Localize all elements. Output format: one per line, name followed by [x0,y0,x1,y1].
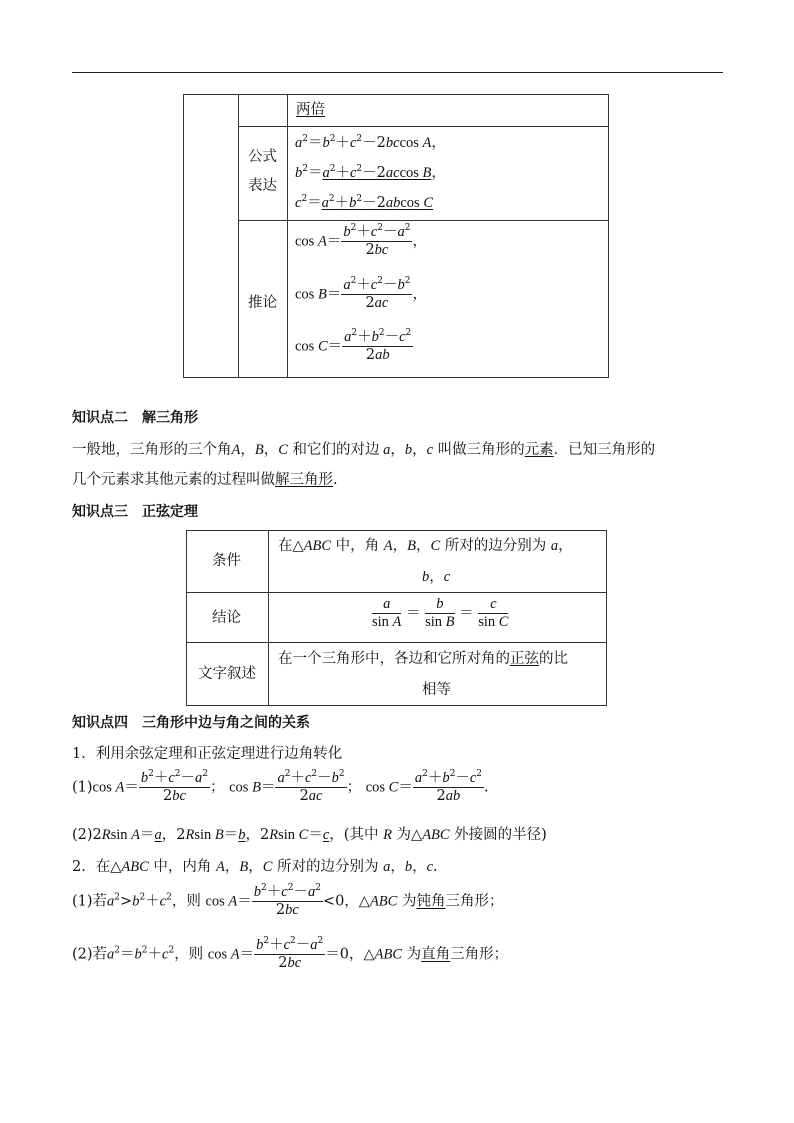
statement-label: 文字叙述 [198,666,256,682]
section2-para-line2: 几个元素求其他元素的过程叫做解三角形. [72,472,338,488]
formula-b: $b^2=a^2+c^2-2accos$ B， [295,164,446,181]
section2-para-line1: 一般地，三角形的三个角A，B，C 和它们的对边 a，b，c 叫做三角形的元素．已知三角形的 [72,442,656,458]
condition-label: 条件 [212,553,241,569]
section4-item2: 2．在△ABC 中，内角 A，B，C 所对的边分别为 a，b，c. [72,859,438,875]
corollary-cos-c: cos C＝ $\frac{a^2+b^2-c^2}{2ab}$ [295,328,412,363]
statement-text-a: 在一个三角形中，各边和它所对角的正弦的比 [278,651,568,667]
corollary-cos-a: cos A＝ $\frac{b^2+c^2-a^2}{2bc}$ ， [295,223,427,258]
sine-law-formula: $\frac{a}{\text{sin A}}$ ＝ $\frac{b}{\text{sin B}}$ ＝ $\frac{c}{\text{sin C}}$ [372,596,509,630]
section3-heading: 知识点三 正弦定理 [72,504,198,520]
term-sine: 正弦 [510,651,539,667]
formula-label-2: 表达 [248,178,277,194]
section4-item1-1: (1)cos A＝ $\frac{b^2+c^2-a^2}{2bc}$ ； cos B＝ $\frac{a^2+c^2-b^2}{2ac}$ ； cos C＝ $\frac{a^2+b^2-c^2}{2ab}$ . [72,769,489,804]
section4-item1: 1．利用余弦定理和正弦定理进行边角转化 [72,746,343,762]
corollary-cos-b: cos B＝ $\frac{a^2+c^2-b^2}{2ac}$ ， [295,276,427,311]
formula-c: $c^2=a^2+b^2-2abcos$ C [295,194,434,211]
section4-heading: 知识点四 三角形中边与角之间的关系 [72,715,310,731]
row0-text: 两倍 [296,102,325,118]
corollary-label: 推论 [248,295,277,311]
section4-item2-1: (1)若$a^2>b^2+c^2$，则 cos A＝ $\frac{b^2+c^2-a^2}{2bc}$ <0，△ABC 为钝角三角形； [72,883,504,918]
term-elements: 元素 [524,442,554,458]
header-rule [72,72,723,73]
section4-item1-2: (2)2Rsin A＝a，2Rsin B＝b，2Rsin C＝c，(其中 R 为△ABC 外接圆的半径) [72,827,547,843]
term-right: 直角 [421,946,451,963]
formula-a: $a^2=b^2+c^2-2bccos$ A， [295,134,446,151]
conclusion-label: 结论 [212,610,241,626]
condition-text-b: b，c [422,569,451,585]
section2-heading: 知识点二 解三角形 [72,410,198,426]
statement-text-c: 相等 [422,682,451,698]
condition-text-a: 在△ABC 中，角 A，B，C 所对的边分别为 a， [278,538,573,554]
term-obtuse: 钝角 [416,893,446,910]
section4-item2-2: (2)若$a^2=b^2+c^2$，则 cos A＝ $\frac{b^2+c^2-a^2}{2bc}$ ＝0，△ABC 为直角三角形； [72,936,509,971]
formula-label-1: 公式 [248,149,277,165]
term-solve-triangle: 解三角形 [275,472,333,488]
